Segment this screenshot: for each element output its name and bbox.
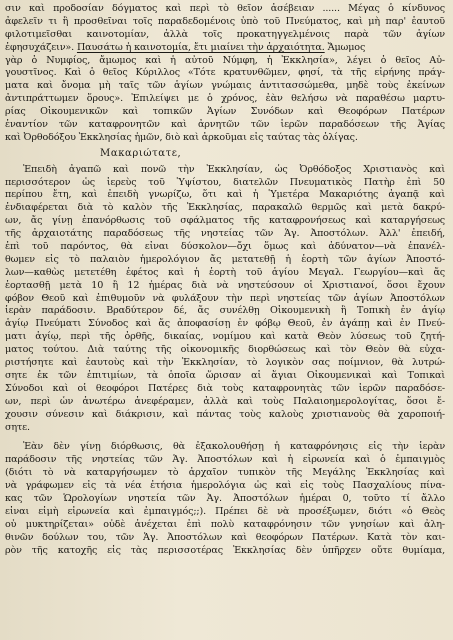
quote-end: ἐφησυχάζειν». (5, 41, 75, 53)
text-line: νὰ γράφωμεν εἰς τὰ νέα ἐτήσια ἡμερολόγια ὡς καὶ εἰς τοὺς Πασχαλίους πίνα- (5, 480, 445, 492)
paragraph-warning (5, 441, 445, 557)
text-line: παράδοσιν τῆς νηστείας τῶν Ἁγ. Ἀποστόλων καὶ ἡ εἰρωνεία καὶ ὁ ἐμπαιγμὸς (5, 454, 445, 466)
text-line: ρίας Οἰκουμενικῶν καὶ τοπικῶν Ἁγίων Συνόδων καὶ Θεοφόρων Πατέρων (5, 106, 445, 118)
text-line: σητε. (5, 421, 30, 433)
text-line: ματι ἁγίῳ, περὶ τῆς ὀρθῆς, δικαίας, νομίμου καὶ κατὰ Θεὸν λύσεως τοῦ ζητή- (5, 331, 445, 343)
text-line: γουστῖνος. Καὶ ὁ θεῖος Κύριλλος «Τότε κρατυνθῶμεν, φησί, τὰ τῆς εἰρήνης πράγ- (5, 67, 445, 79)
text-line: ων, περὶ ὧν ἀνωτέρω ἀνεφέραμεν, ἀλλὰ καὶ τοὺς Παλαιοημερολογίτας, ὅσοι ἔ- (5, 395, 445, 407)
text-line: ἐναντίον τῶν καταφρονητῶν καὶ ἀρνητῶν τῶν ἱερῶν παραδόσεων τῆς Ἁγίας (5, 119, 445, 131)
text-line: καὶ Ὀρθοδόξου Ἐκκλησίας ἡμῶν, διὸ καὶ ἀρκοῦμαι εἰς ταύτας τὰς ὀλίγας. (5, 131, 358, 143)
text-line: ματα καὶ ὄνομα μὴ ταῖς τῶν ἁγίων γνώμαις ἀντιτασσώμεθα, μηδὲ τοὺς ἐκείνων (5, 80, 445, 92)
text-line: φόβον Θεοῦ καὶ ἐπιθυμοῦν νὰ φυλάξουν τὴν περὶ νηστείας τῶν ἁγίων Ἀποστόλων (5, 292, 445, 304)
text-line-underlined (5, 42, 445, 55)
text-line: σητε ἐκ τῶν ἐπιτιμίων, τὰ ὁποῖα ὥρισαν αἱ ἅγιαι Οἰκουμενικαὶ καὶ Τοπικαὶ (5, 369, 445, 381)
text-line: ἱερὰν παράδοσιν. Βραδύτερον δέ, ἄς συνέλθῃ Οἰκουμενικὴ ἢ Τοπικὴ ἐν ἁγίῳ (5, 305, 445, 317)
text-line: ρὸν τῆς κατοχῆς εἰς τὰς περισσοτέρας Ἐκκλησίας δὲν ὑπῆρχεν οὔτε θυμίαμα, (5, 544, 445, 556)
quote-continuation: Ἄμωμος (327, 41, 366, 53)
text-line: ἀφελεῖν τι ἢ προσθεῖναι τοῖς παραδεδομένοις ὑπὸ τοῦ Πνεύματος, καὶ μὴ παρ' ἑαυτοῦ (5, 15, 445, 27)
text-line: εἶναι εἰμὴ εἰρωνεία καὶ ἐμπαιγμός;;). Πρέπει δὲ νὰ προσέξωμεν, διότι «ὁ Θεὸς (5, 505, 445, 517)
text-line: Ἐπειδὴ ἀγαπῶ καὶ πονῶ τὴν Ἐκκλησίαν, ὡς Ὀρθόδοξος Χριστιανὸς καὶ (23, 163, 445, 175)
text-line: ἐνδιαφέρεται διὰ τὸ καλὸν τῆς Ἐκκλησίας, παρακαλῶ θερμῶς καὶ μετὰ δακρύ- (5, 202, 445, 214)
text-line: ἀντιπράττωμεν ὅρους». Ἐπιλείψει με ὁ χρόνος, ἐὰν θελήσω νὰ παραθέσω μαρτυ- (5, 93, 445, 105)
text-line: θωμεν εἰς τὸ παλαιὸν ἡμερολόγιον ἄς μετατεθῇ ἡ ἑορτὴ τῶν ἁγίων Ἀποστό- (5, 253, 445, 265)
text-line: περισσότερον ὡς ἱερεὺς τοῦ Ὑψίστου, διατελῶν Πνευματικὸς Πατὴρ ἐπὶ 50 (5, 176, 445, 188)
text-line: ων, ἄς γίνῃ ἐπανόρθωσις τοῦ σφάλματος τῆς καταφρονήσεως καὶ καταργήσεως (5, 215, 445, 227)
text-line: λων—καθὼς μετετέθη ἐφέτος καὶ ἡ ἑορτὴ τοῦ ἁγίου Μεγαλ. Γεωργίου—καὶ ἄς (5, 266, 445, 278)
text-line: γὰρ ὁ Νυμφίος, ἄμωμος καὶ ἡ αὐτοῦ Νύμφη, ἡ Ἐκκλησία», λέγει ὁ θεῖος Αὐ- (5, 54, 445, 66)
text-line: φιλοτιμεῖσθαι καινοτομίαν, ἀλλὰ τοῖς προκατηγγελμένοις παρὰ τῶν ἁγίων (5, 28, 445, 40)
text-line: κας τῶν Ὡρολογίων νηστεία τῶν Ἁγ. Ἀποστόλων ἡμέραι 0, τοῦτο τί ἄλλο (5, 492, 445, 504)
paragraph-opening (5, 3, 445, 145)
text-line: ἑορτασθῇ μετὰ 10 ἢ 12 ἡμέρας διὰ νὰ νηστεύσουν οἱ Χριστιανοί, ὅσοι ἔχουν (5, 279, 445, 291)
salutation: Μακαριώτατε, (100, 147, 182, 159)
text-line: τῆς ἀρχαιοτάτης παραδόσεως τῆς νηστείας τῶν Ἁγ. Ἀποστόλων. Ἀλλ' ἐπειδή, (5, 228, 445, 240)
text-line: Σύνοδοι καὶ οἱ θεοφόροι Πατέρες διὰ τοὺς καταφρονητὰς τῶν ἱερῶν παραδόσε- (5, 382, 445, 394)
text-line: περίπου ἔτη, καὶ ἐπειδὴ γνωρίζω, ὅτι καὶ ἡ Ὑμετέρα Μακαριότης ἀγαπᾷ καὶ (5, 189, 445, 201)
text-line: ματος τούτου. Διὰ ταύτης τῆς οἰκονομικῆς διορθώσεως καὶ τὸν Θεὸν θὰ εὐχα- (5, 344, 445, 356)
text-line: χουσιν σύνεσιν καὶ διάκρισιν, καὶ πάντας τοὺς καλοὺς χριστιανοὺς θὰ χαροποιή- (5, 408, 445, 420)
text-line: θινῶν δούλων του, τῶν Ἁγ. Ἀποστόλων καὶ θεοφόρων Πατέρων. Κατὰ τὸν και- (5, 531, 445, 543)
text-line: (διότι τὸ νὰ καταργήσωμεν τὸ ἀρχαῖον τυπικὸν τῆς Μεγάλης Ἐκκλησίας καὶ (5, 467, 445, 479)
paragraph-petition (5, 164, 445, 435)
text-line: Ἐὰν δὲν γίνῃ διόρθωσις, θὰ ἐξακολουθήσῃ ἡ καταφρόνησις εἰς τὴν ἱερὰν (23, 441, 445, 453)
text-line: ἐπὶ τοῦ παρόντος, θὰ εἶναι δύσκολον—ὄχι ὅμως καὶ ἀδύνατον—νὰ ἐπανέλ- (5, 241, 445, 253)
underlined-sentence: Παυσάτω ἡ καινοτομία, ἔτι μιαίνει τὴν ἀρχαιότητα. (76, 41, 325, 53)
text-line: ριστήσητε καὶ ἑαυτοὺς καὶ τὴν Ἐκκλησίαν, τὸ λογικὸν σας ποίμνιον, θὰ λυτρώ- (5, 357, 445, 369)
text-line: οὐ μυκτηρίζεται» οὐδὲ ἀνέχεται ἐπὶ πολὺ καταφρόνησιν τῶν γνησίων καὶ ἀλη- (5, 518, 445, 530)
text-line: ἁγίῳ Πνεύματι Σύνοδος καὶ ἄς ἀποφασίσῃ ἐν φόβῳ Θεοῦ, ἐν ἀγάπῃ καὶ ἐν Πνεύ- (5, 318, 445, 330)
text-line: σιν καὶ προδοσίαν δόγματος καὶ περὶ τὸ θεῖον ἀσέβειαν ...... Μέγας ὁ κίνδυνος (5, 3, 445, 14)
